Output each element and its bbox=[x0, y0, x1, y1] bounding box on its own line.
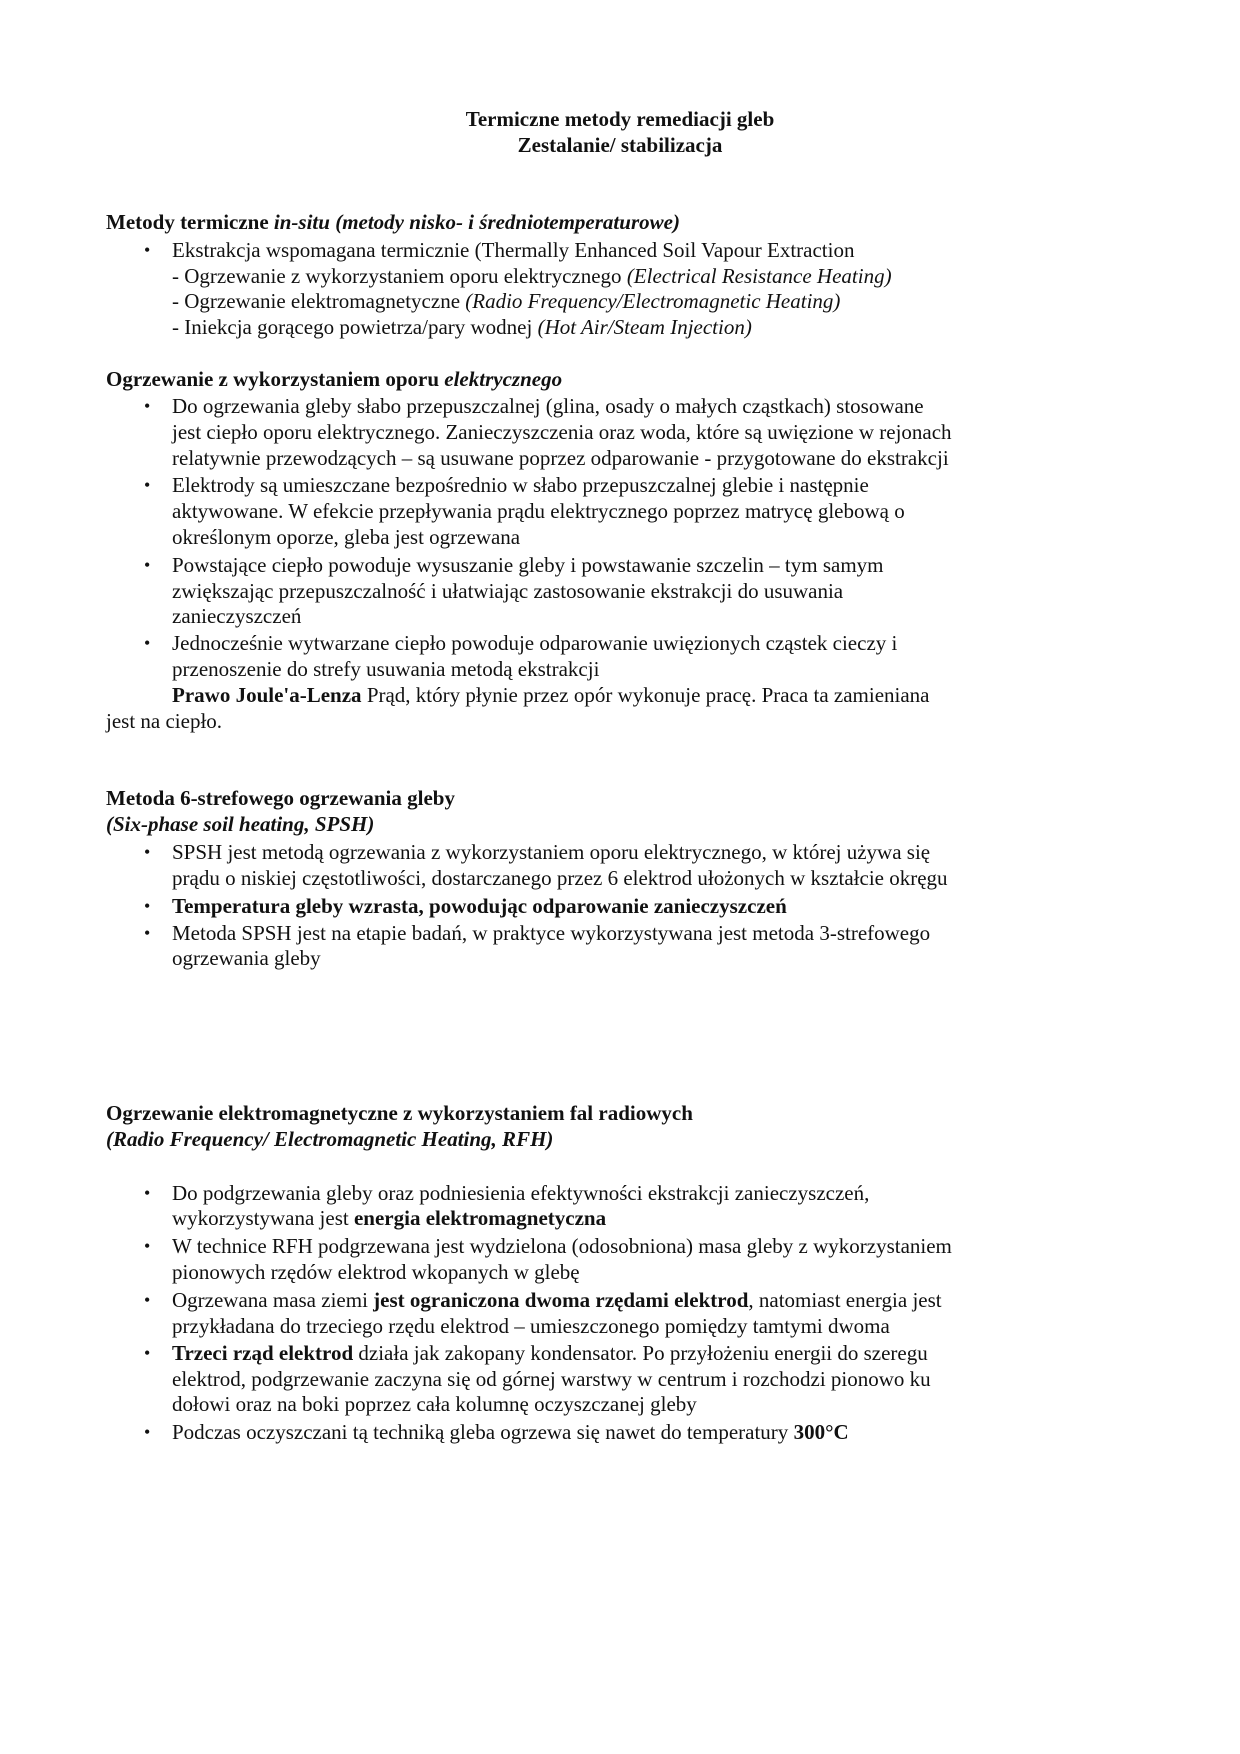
bullet-item-line bbox=[144, 1419, 849, 1445]
paragraph-line bbox=[106, 708, 222, 734]
bullet-item-line bbox=[144, 1180, 870, 1206]
text-run: jest ciepło oporu elektrycznego. Zanieczyszczenia oraz woda, które są uwięzione w rejonach bbox=[172, 420, 952, 444]
text-run: Ogrzewanie elektromagnetyczne z wykorzystaniem fal radiowych bbox=[106, 1101, 693, 1125]
bullet-item-line bbox=[172, 656, 599, 682]
bullet-item-line bbox=[172, 1313, 890, 1339]
text-run: Temperatura gleby wzrasta, powodując odparowanie zanieczyszczeń bbox=[172, 894, 787, 918]
text-run: Do podgrzewania gleby oraz podniesienia efektywności ekstrakcji zanieczyszczeń, bbox=[172, 1181, 870, 1205]
text-run: elektrod, podgrzewanie zaczyna się od górnej warstwy w centrum i rozchodzi pionowo ku bbox=[172, 1367, 931, 1391]
bullet-item-line bbox=[172, 603, 301, 629]
section-heading bbox=[106, 209, 680, 235]
text-run: (Radio Frequency/Electromagnetic Heating) bbox=[465, 289, 841, 313]
section-heading bbox=[106, 1100, 693, 1126]
sub-item-line bbox=[172, 263, 892, 289]
bullet-item-line bbox=[144, 552, 884, 578]
sub-item-line bbox=[172, 288, 840, 314]
text-run: Prąd, który płynie przez opór wykonuje pracę. Praca ta zamieniana bbox=[366, 683, 930, 707]
bullet-item-line bbox=[144, 393, 924, 419]
text-run: Powstające ciepło powoduje wysuszanie gleby i powstawanie szczelin – tym samym bbox=[172, 553, 884, 577]
bullet-item-line bbox=[172, 498, 905, 524]
bullet-item-line bbox=[144, 920, 931, 946]
text-run: dołowi oraz na boki poprzez cała kolumnę oczyszczanej gleby bbox=[172, 1392, 697, 1416]
text-run: W technice RFH podgrzewana jest wydzielona (odosobniona) masa gleby z wykorzystaniem bbox=[172, 1234, 952, 1258]
bullet-icon: • bbox=[144, 396, 151, 416]
bullet-item-line bbox=[172, 578, 843, 604]
bullet-item-line bbox=[172, 1391, 697, 1417]
bullet-icon: • bbox=[144, 1290, 151, 1310]
section-subheading bbox=[106, 1126, 553, 1152]
text-run: zwiększając przepuszczalność i ułatwiając zastosowanie ekstrakcji do usuwania bbox=[172, 579, 844, 603]
text-run: - Ogrzewanie elektromagnetyczne bbox=[172, 289, 466, 313]
text-run: ogrzewania gleby bbox=[172, 946, 321, 970]
bullet-item-line bbox=[172, 1366, 931, 1392]
bullet-item-line bbox=[144, 1233, 952, 1259]
text-run: jest na ciepło. bbox=[106, 709, 223, 733]
document-subtitle: Zestalanie/ stabilizacja bbox=[517, 133, 723, 157]
bullet-item-line bbox=[144, 839, 931, 865]
bullet-icon: • bbox=[144, 1343, 151, 1363]
bullet-item-line bbox=[172, 445, 949, 471]
text-run: zanieczyszczeń bbox=[172, 604, 302, 628]
text-run: Metoda SPSH jest na etapie badań, w praktyce wykorzystywana jest metoda 3-strefowego bbox=[172, 921, 931, 945]
text-run: działa jak zakopany kondensator. Po przyłożeniu energii do szeregu bbox=[353, 1341, 928, 1365]
text-run: in-situ (metody nisko- i średniotemperaturowe) bbox=[273, 210, 680, 234]
section-heading bbox=[106, 785, 455, 811]
text-run: prądu o niskiej częstotliwości, dostarczanego przez 6 elektrod ułożonych w kształcie okręgu bbox=[172, 866, 948, 890]
paragraph-line bbox=[172, 682, 930, 708]
text-run: 300°C bbox=[793, 1420, 849, 1444]
bullet-item-line bbox=[144, 1287, 942, 1313]
bullet-icon: • bbox=[144, 1236, 151, 1256]
bullet-item-line bbox=[144, 630, 898, 656]
text-run: Do ogrzewania gleby słabo przepuszczalnej (glina, osady o małych cząstkach) stosowane bbox=[172, 394, 924, 418]
text-run: aktywowane. W efekcie przepływania prądu elektrycznego poprzez matrycę glebową o bbox=[172, 499, 905, 523]
text-run: Jednocześnie wytwarzane ciepło powoduje odparowanie uwięzionych cząstek cieczy i bbox=[172, 631, 898, 655]
bullet-icon: • bbox=[144, 1422, 151, 1442]
section-subheading bbox=[106, 811, 374, 837]
section-heading bbox=[106, 366, 562, 392]
bullet-item-line bbox=[144, 1340, 928, 1366]
text-run: - Iniekcja gorącego powietrza/pary wodnej bbox=[172, 315, 538, 339]
bullet-icon: • bbox=[144, 923, 151, 943]
bullet-icon: • bbox=[144, 842, 151, 862]
text-run: pionowych rzędów elektrod wkopanych w glebę bbox=[172, 1260, 580, 1284]
text-run: Elektrody są umieszczane bezpośrednio w słabo przepuszczalnej glebie i następnie bbox=[172, 473, 869, 497]
bullet-item-line bbox=[144, 893, 787, 919]
bullet-item-line bbox=[172, 1259, 580, 1285]
text-run: - Ogrzewanie z wykorzystaniem oporu elektrycznego bbox=[172, 264, 627, 288]
text-run: (Six-phase soil heating, SPSH) bbox=[106, 812, 375, 836]
bullet-icon: • bbox=[144, 240, 151, 260]
bullet-icon: • bbox=[144, 896, 151, 916]
text-run: , natomiast energia jest bbox=[748, 1288, 942, 1312]
bullet-icon: • bbox=[144, 1183, 151, 1203]
text-run: określonym oporze, gleba jest ogrzewana bbox=[172, 525, 521, 549]
text-run: (Hot Air/Steam Injection) bbox=[537, 315, 752, 339]
text-run: energia elektromagnetyczna bbox=[353, 1206, 607, 1230]
text-run: elektrycznego bbox=[444, 367, 563, 391]
bullet-item-line bbox=[144, 472, 869, 498]
bullet-item-line bbox=[172, 1205, 606, 1231]
sub-item-line bbox=[172, 314, 752, 340]
text-run: przykładana do trzeciego rzędu elektrod – umieszczonego pomiędzy tamtymi dwoma bbox=[172, 1314, 890, 1338]
text-run: Ogrzewanie z wykorzystaniem oporu bbox=[106, 367, 445, 391]
text-run: (Electrical Resistance Heating) bbox=[626, 264, 892, 288]
document-title: Termiczne metody remediacji gleb bbox=[465, 107, 775, 131]
bullet-icon: • bbox=[144, 475, 151, 495]
text-run: Podczas oczyszczani tą techniką gleba ogrzewa się nawet do temperatury bbox=[172, 1420, 794, 1444]
text-run: Metoda 6-strefowego ogrzewania gleby bbox=[106, 786, 455, 810]
text-run: jest ograniczona dwoma rzędami elektrod bbox=[373, 1288, 749, 1312]
text-run: SPSH jest metodą ogrzewania z wykorzystaniem oporu elektrycznego, w której używa się bbox=[172, 840, 931, 864]
text-run: Prawo Joule'a-Lenza bbox=[172, 683, 367, 707]
bullet-item-line bbox=[172, 865, 948, 891]
text-run: relatywnie przewodzących – są usuwane poprzez odparowanie - przygotowane do ekstrakcji bbox=[172, 446, 949, 470]
text-run: przenoszenie do strefy usuwania metodą ekstrakcji bbox=[172, 657, 600, 681]
text-run: Trzeci rząd elektrod bbox=[172, 1341, 354, 1365]
text-run: Ekstrakcja wspomagana termicznie (Thermally Enhanced Soil Vapour Extraction bbox=[172, 238, 855, 262]
bullet-icon: • bbox=[144, 555, 151, 575]
bullet-item-line bbox=[172, 945, 321, 971]
text-run: wykorzystywana jest bbox=[172, 1206, 354, 1230]
bullet-item-line bbox=[144, 237, 855, 263]
text-run: Ogrzewana masa ziemi bbox=[172, 1288, 374, 1312]
text-run: Metody termiczne bbox=[106, 210, 274, 234]
bullet-item-line bbox=[172, 419, 952, 445]
bullet-icon: • bbox=[144, 633, 151, 653]
text-run: (Radio Frequency/ Electromagnetic Heating, RFH) bbox=[106, 1127, 554, 1151]
bullet-item-line bbox=[172, 524, 520, 550]
